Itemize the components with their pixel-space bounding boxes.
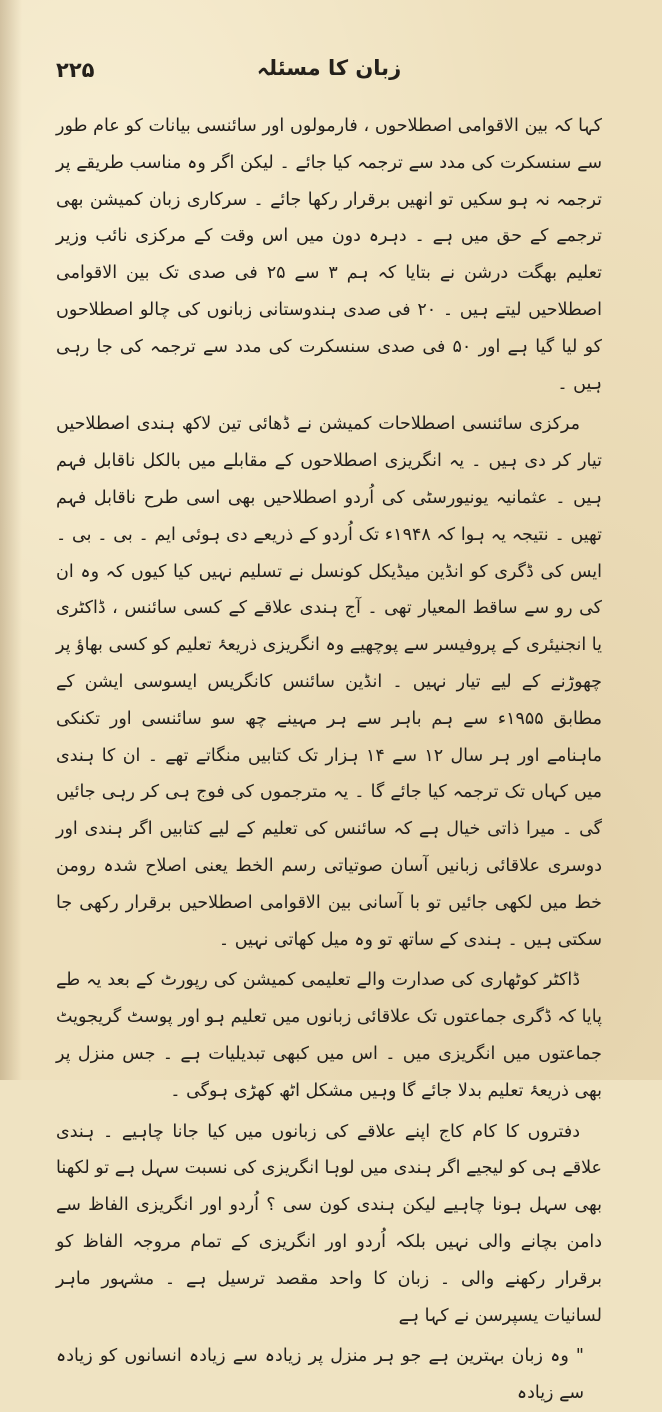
page-header <box>56 54 602 94</box>
running-title: زبان کا مسئلہ <box>256 56 402 80</box>
body-text <box>56 108 602 1412</box>
page-number: ۲۲۵ <box>56 58 95 82</box>
quotation: " وہ زبان بہترین ہے جو ہر منزل پر زیادہ سے زیادہ انسانوں کو زیادہ سے زیادہ <box>56 1346 584 1404</box>
paragraph-4: دفتروں کا کام کاج اپنے علاقے کی زبانوں میں کیا جانا چاہیے ۔ ہندی علاقے ہی کو لیجیے اگر ہندی میں لوہا انگریزی کی نسبت سہل ہے تو لکھنا بھی سہل ہونا چاہیے لیکن ہندی کون سی ؟ اُردو اور انگریزی الفاظ سے دامن بچانے والی نہیں بلکہ اُردو اور انگریزی کے تمام مروجہ الفاظ کو برقرار رکھنے والی ۔ زبان کا واحد مقصد ترسیل ہے ۔ مشہور ماہر لسانیات یسپرسن نے کہا ہے <box>56 1121 602 1326</box>
paragraph-3: ڈاکٹر کوٹھاری کی صدارت والے تعلیمی کمیشن کی رپورٹ کے بعد یہ طے پایا کہ ڈگری جماعتوں تک علاقائی زبانوں میں تعلیم ہو اور پوسٹ گریجویٹ جماعتوں میں انگریزی میں ۔ اس میں کبھی تبدیلیات ہے ۔ جس منزل پر بھی ذریعۂ تعلیم بدلا جائے گا وہیں مشکل اٹھ کھڑی ہوگی ۔ <box>56 970 602 1101</box>
paragraph-2: مرکزی سائنسی اصطلاحات کمیشن نے ڈھائی تین لاکھ ہندی اصطلاحیں تیار کر دی ہیں ۔ یہ انگریزی اصطلاحوں کے مقابلے میں بالکل ناقابل فہم ہیں ۔ عثمانیہ یونیورسٹی کی اُردو اصطلاحیں بھی اسی طرح ناقابل فہم تھیں ۔ نتیجہ یہ ہوا کہ ۱۹۴۸ء تک اُردو کے ذریعے دی ہوئی ایم ۔ بی ۔ بی ۔ ایس کی ڈگری کو انڈین میڈیکل کونسل نے تسلیم نہیں کیا کیوں کہ وہ ان کی رو سے ساقط المعیار تھی ۔ آج ہندی علاقے کے کسی سائنس ، ڈاکٹری یا انجنیئری کے پروفیسر سے پوچھیے وہ انگریزی ذریعۂ تعلیم کو کسی بھاؤ پر چھوڑنے کے لیے تیار نہیں ۔ انڈین سائنس کانگریس ایسوسی ایشن کے مطابق ۱۹۵۵ء سے ہم باہر سے ہر مہینے چھ سو سائنسی اور تکنکی ماہنامے اور ہر سال ۱۲ سے ۱۴ ہزار تک کتابیں منگاتے تھے ۔ ان کا ہندی میں کہاں تک ترجمہ کیا جائے گا ۔ یہ مترجموں کی فوج ہی کر رہی جائیں گی ۔ میرا ذاتی خیال ہے کہ سائنس کی تعلیم کے لیے کتابیں اگر ہندی اور دوسری علاقائی زبانیں آسان صوتیاتی رسم الخط یعنی اصلاح شدہ رومن خط میں لکھی جائیں تو با آسانی بین الاقوامی اصطلاحیں برقرار رکھی جا سکتی ہیں ۔ ہندی کے ساتھ تو وہ میل کھاتی نہیں ۔ <box>56 414 603 950</box>
paragraph-1: کہا کہ بین الاقوامی اصطلاحوں ، فارمولوں اور سائنسی بیانات کو عام طور سے سنسکرت کی مدد سے ترجمہ کیا جائے ۔ لیکن اگر وہ مناسب طریقے پر ترجمہ نہ ہو سکیں تو انھیں برقرار رکھا جائے ۔ سرکاری زبان کمیشن بھی ترجمے کے حق میں ہے ۔ دہرہ دون میں اس وقت کے مرکزی نائب وزیر تعلیم بھگت درشن نے بتایا کہ ہم ۳ سے ۲۵ فی صدی تک بین الاقوامی اصطلاحیں لیتے ہیں ۔ ۲۰ فی صدی ہندوستانی زبانوں کی چالو اصطلاحوں کو لیا گیا ہے اور ۵۰ فی صدی سنسکرت کی مدد سے ترجمہ کی جا رہی ہیں ۔ <box>56 116 603 394</box>
